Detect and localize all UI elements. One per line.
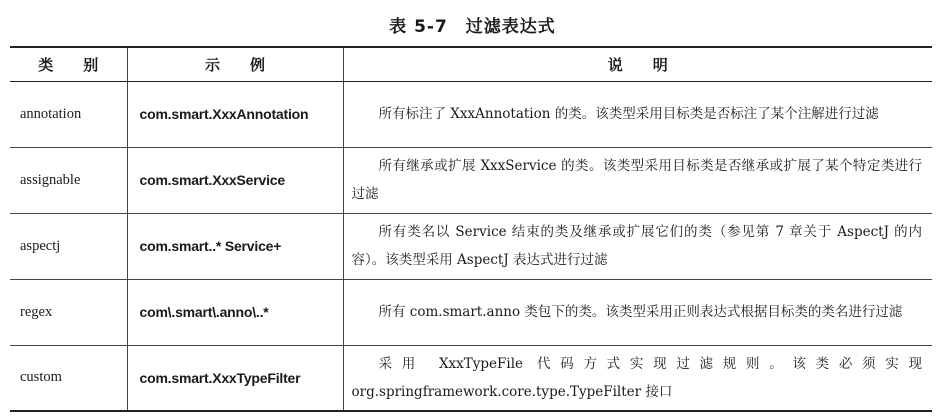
cell-example: com.smart.XxxService bbox=[127, 147, 343, 213]
cell-example: com.smart.XxxAnnotation bbox=[127, 81, 343, 147]
filter-expression-table bbox=[10, 46, 932, 412]
description-text: 所有继承或扩展 XxxService 的类。该类型采用目标类是否继承或扩展了某个特定类进行过滤 bbox=[351, 158, 922, 202]
cell-example: com\.smart\.anno\..* bbox=[127, 279, 343, 345]
table-header-row bbox=[10, 47, 932, 81]
cell-type: aspectj bbox=[10, 213, 127, 279]
cell-description bbox=[343, 81, 932, 147]
cell-type: regex bbox=[10, 279, 127, 345]
header-type: 类 别 bbox=[10, 47, 127, 81]
cell-example: com.smart.XxxTypeFilter bbox=[127, 345, 343, 411]
table-caption: 表 5-7 过滤表达式 bbox=[389, 17, 556, 37]
cell-type: annotation bbox=[10, 81, 127, 147]
cell-description bbox=[343, 345, 932, 411]
table-row bbox=[10, 279, 932, 345]
description-text: 所有标注了 XxxAnnotation 的类。该类型采用目标类是否标注了某个注解进行过滤 bbox=[378, 106, 879, 122]
table-row bbox=[10, 147, 932, 213]
header-description: 说 明 bbox=[343, 47, 932, 81]
cell-description bbox=[343, 279, 932, 345]
cell-description bbox=[343, 147, 932, 213]
header-example: 示 例 bbox=[127, 47, 343, 81]
cell-type: assignable bbox=[10, 147, 127, 213]
table-row bbox=[10, 81, 932, 147]
table-row bbox=[10, 213, 932, 279]
cell-description bbox=[343, 213, 932, 279]
table-row bbox=[10, 345, 932, 411]
cell-type: custom bbox=[10, 345, 127, 411]
description-text: 所有 com.smart.anno 类包下的类。该类型采用正则表达式根据目标类的类名进行过滤 bbox=[378, 304, 903, 320]
cell-example: com.smart..* Service+ bbox=[127, 213, 343, 279]
description-text: 所有类名以 Service 结束的类及继承或扩展它们的类（参见第 7 章关于 AspectJ 的内容）。该类型采用 AspectJ 表达式进行过滤 bbox=[351, 224, 922, 268]
description-text: 采用 XxxTypeFile 代码方式实现过滤规则。该类必须实现 org.springframework.core.type.TypeFilter 接口 bbox=[351, 355, 922, 400]
